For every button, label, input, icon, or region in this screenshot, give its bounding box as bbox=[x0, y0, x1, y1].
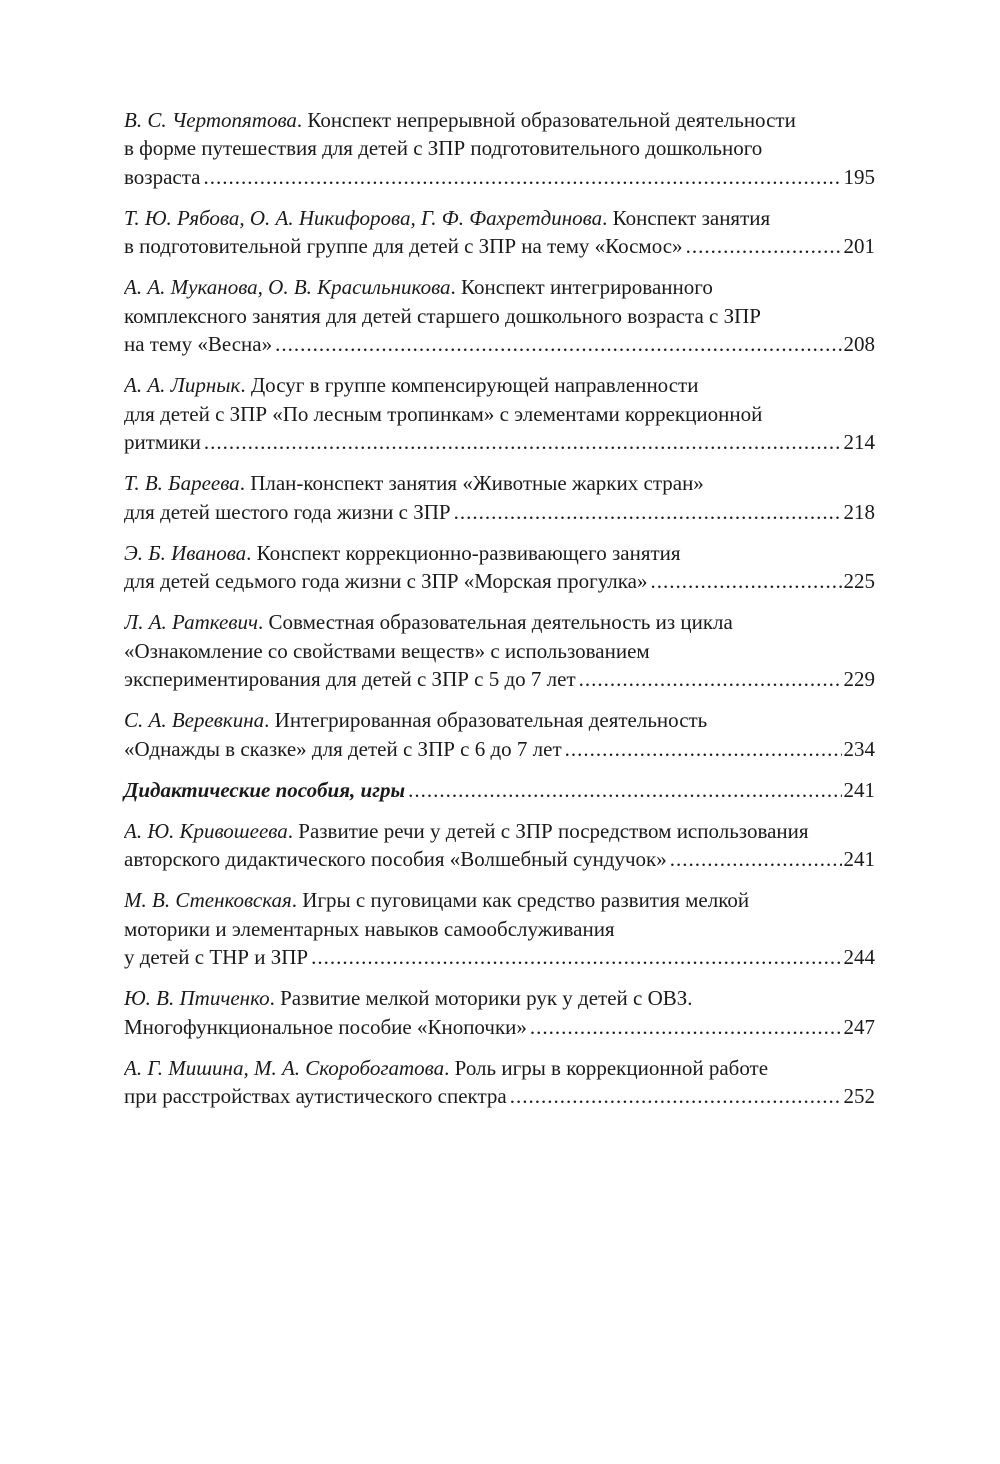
toc-entry-title-line: для детей с ЗПР «По лесным тропинкам» с элементами коррекционной bbox=[124, 401, 763, 426]
toc-entry-author: Л. А. Раткевич bbox=[124, 610, 258, 635]
toc-entry-page-number: 241 bbox=[843, 847, 875, 872]
toc-entry-last-line bbox=[124, 735, 875, 763]
dot-leader bbox=[203, 163, 841, 191]
toc-entry-title-line: комплексного занятия для детей старшего дошкольного возраста с ЗПР bbox=[124, 303, 761, 328]
toc-entry-title-start: . Интегрированная образовательная деятельность bbox=[264, 708, 708, 733]
toc-entry-author: А. А. Лирнык bbox=[124, 373, 241, 398]
toc-entry bbox=[124, 273, 875, 358]
toc-entry-page-number: 218 bbox=[843, 499, 875, 524]
toc-entry-last-line bbox=[124, 1013, 875, 1041]
toc-entry-title-line: моторики и элементарных навыков самообслуживания bbox=[124, 916, 615, 941]
toc-entry-first-line bbox=[124, 886, 875, 914]
toc-entry-title-start: . Игры с пуговицами как средство развития мелкой bbox=[291, 888, 750, 913]
toc-entry-last-line bbox=[124, 567, 875, 595]
toc-entry bbox=[124, 371, 875, 456]
toc-entry-title-start: . Конспект занятия bbox=[602, 205, 771, 230]
toc-entry-title-start: . Роль игры в коррекционной работе bbox=[444, 1055, 769, 1080]
toc-entry-last-line bbox=[124, 845, 875, 873]
toc-entry bbox=[124, 106, 875, 191]
toc-entry-author: Т. Ю. Рябова, О. А. Никифорова, Г. Ф. Фахретдинова bbox=[124, 205, 603, 230]
toc-entry-page-number: 234 bbox=[843, 736, 875, 761]
toc-entry-title-start: . Совместная образовательная деятельность из цикла bbox=[258, 610, 733, 635]
toc-entry-first-line bbox=[124, 608, 875, 636]
toc-entry-last-line bbox=[124, 943, 875, 971]
toc-entry-title-end: для детей седьмого года жизни с ЗПР «Морская прогулка» bbox=[124, 569, 648, 594]
toc-section bbox=[124, 776, 875, 804]
toc-entry-first-line bbox=[124, 273, 875, 301]
toc-entry-author: А. Г. Мишина, М. А. Скоробогатова bbox=[124, 1055, 445, 1080]
toc-entry-title-end: «Однажды в сказке» для детей с ЗПР с 6 до 7 лет bbox=[124, 736, 562, 761]
toc-entry-author: А. А. Муканова, О. В. Красильникова bbox=[124, 275, 451, 300]
dot-leader bbox=[530, 1013, 842, 1041]
toc-entry-title-end: авторского дидактического пособия «Волшебный сундучок» bbox=[124, 847, 667, 872]
toc-entry-last-line bbox=[124, 1082, 875, 1110]
toc-entry-title-end: для детей шестого года жизни с ЗПР bbox=[124, 499, 451, 524]
table-of-contents bbox=[124, 106, 875, 1123]
toc-entry-first-line bbox=[124, 817, 875, 845]
toc-entry-title-end: ритмики bbox=[124, 430, 201, 455]
toc-entry-first-line bbox=[124, 469, 875, 497]
toc-entry-last-line bbox=[124, 498, 875, 526]
toc-entry-title-start: . Развитие мелкой моторики рук у детей с ОВЗ. bbox=[269, 986, 693, 1011]
toc-entry-author: В. С. Чертопятова bbox=[124, 108, 297, 132]
toc-entry bbox=[124, 539, 875, 596]
toc-entry-first-line bbox=[124, 204, 875, 232]
toc-entry-author: А. Ю. Кривошеева bbox=[124, 818, 288, 843]
toc-entry-title-start: . Конспект интегрированного bbox=[450, 275, 713, 300]
toc-entry-last-line bbox=[124, 330, 875, 358]
toc-entry bbox=[124, 886, 875, 971]
toc-entry-author: Т. В. Бареева bbox=[124, 471, 240, 496]
toc-entry-author: Э. Б. Иванова bbox=[124, 540, 247, 565]
toc-entry-first-line bbox=[124, 539, 875, 567]
toc-entry bbox=[124, 204, 875, 261]
toc-entry bbox=[124, 984, 875, 1041]
toc-entry-page-number: 225 bbox=[843, 569, 875, 594]
toc-entry-page-number: 195 bbox=[843, 164, 875, 189]
toc-entry-title-start: . План-конспект занятия «Животные жарких стран» bbox=[239, 471, 704, 496]
toc-section-title: Дидактические пособия, игры bbox=[124, 777, 406, 802]
dot-leader bbox=[454, 498, 842, 526]
toc-entry-title-end: на тему «Весна» bbox=[124, 332, 273, 357]
toc-entry-page-number: 208 bbox=[843, 332, 875, 357]
toc-entry-title-start: . Развитие речи у детей с ЗПР посредством использования bbox=[287, 818, 809, 843]
toc-entry bbox=[124, 469, 875, 526]
toc-entry-title-end: в подготовительной группе для детей с ЗПР на тему «Космос» bbox=[124, 234, 683, 259]
toc-entry-title-end: возраста bbox=[124, 164, 201, 189]
toc-section-line bbox=[124, 776, 875, 804]
toc-entry-page-number: 214 bbox=[843, 430, 875, 455]
toc-entry-title-start: . Конспект непрерывной образовательной деятельности bbox=[296, 108, 796, 132]
toc-entry-first-line bbox=[124, 106, 875, 134]
dot-leader bbox=[686, 232, 842, 260]
toc-entry-last-line bbox=[124, 428, 875, 456]
toc-entry-first-line bbox=[124, 706, 875, 734]
toc-entry-last-line bbox=[124, 163, 875, 191]
dot-leader bbox=[408, 776, 841, 804]
dot-leader bbox=[311, 943, 841, 971]
toc-entry bbox=[124, 608, 875, 693]
toc-entry-title-start: . Досуг в группе компенсирующей направленности bbox=[240, 373, 699, 398]
dot-leader bbox=[579, 665, 842, 693]
toc-entry bbox=[124, 1054, 875, 1111]
toc-entry-first-line bbox=[124, 371, 875, 399]
toc-entry-title-end: при расстройствах аутистического спектра bbox=[124, 1084, 507, 1109]
toc-entry-author: С. А. Веревкина bbox=[124, 708, 265, 733]
dot-leader bbox=[204, 428, 842, 456]
toc-entry-author: Ю. В. Птиченко bbox=[124, 986, 270, 1011]
dot-leader bbox=[670, 845, 842, 873]
dot-leader bbox=[650, 567, 841, 595]
toc-section-page-number: 241 bbox=[843, 777, 875, 802]
dot-leader bbox=[565, 735, 842, 763]
toc-entry-first-line bbox=[124, 1054, 875, 1082]
toc-entry-first-line bbox=[124, 984, 875, 1012]
toc-entry-title-end: экспериментирования для детей с ЗПР с 5 до 7 лет bbox=[124, 667, 576, 692]
toc-entry bbox=[124, 706, 875, 763]
toc-entry-last-line bbox=[124, 665, 875, 693]
toc-entry-title-end: Многофункциональное пособие «Кнопочки» bbox=[124, 1014, 527, 1039]
toc-entry-page-number: 247 bbox=[843, 1014, 875, 1039]
toc-entry-title-line: в форме путешествия для детей с ЗПР подготовительного дошкольного bbox=[124, 136, 763, 161]
toc-entry-page-number: 229 bbox=[843, 667, 875, 692]
toc-entry bbox=[124, 817, 875, 874]
toc-entry-title-start: . Конспект коррекционно-развивающего занятия bbox=[246, 540, 681, 565]
dot-leader bbox=[510, 1082, 842, 1110]
toc-entry-page-number: 252 bbox=[843, 1084, 875, 1109]
toc-entry-page-number: 201 bbox=[843, 234, 875, 259]
toc-entry-title-end: у детей с ТНР и ЗПР bbox=[124, 945, 309, 970]
toc-entry-last-line bbox=[124, 232, 875, 260]
toc-entry-page-number: 244 bbox=[843, 945, 875, 970]
dot-leader bbox=[275, 330, 841, 358]
toc-entry-author: М. В. Стенковская bbox=[124, 888, 292, 913]
toc-entry-title-line: «Ознакомление со свойствами веществ» с использованием bbox=[124, 638, 650, 663]
